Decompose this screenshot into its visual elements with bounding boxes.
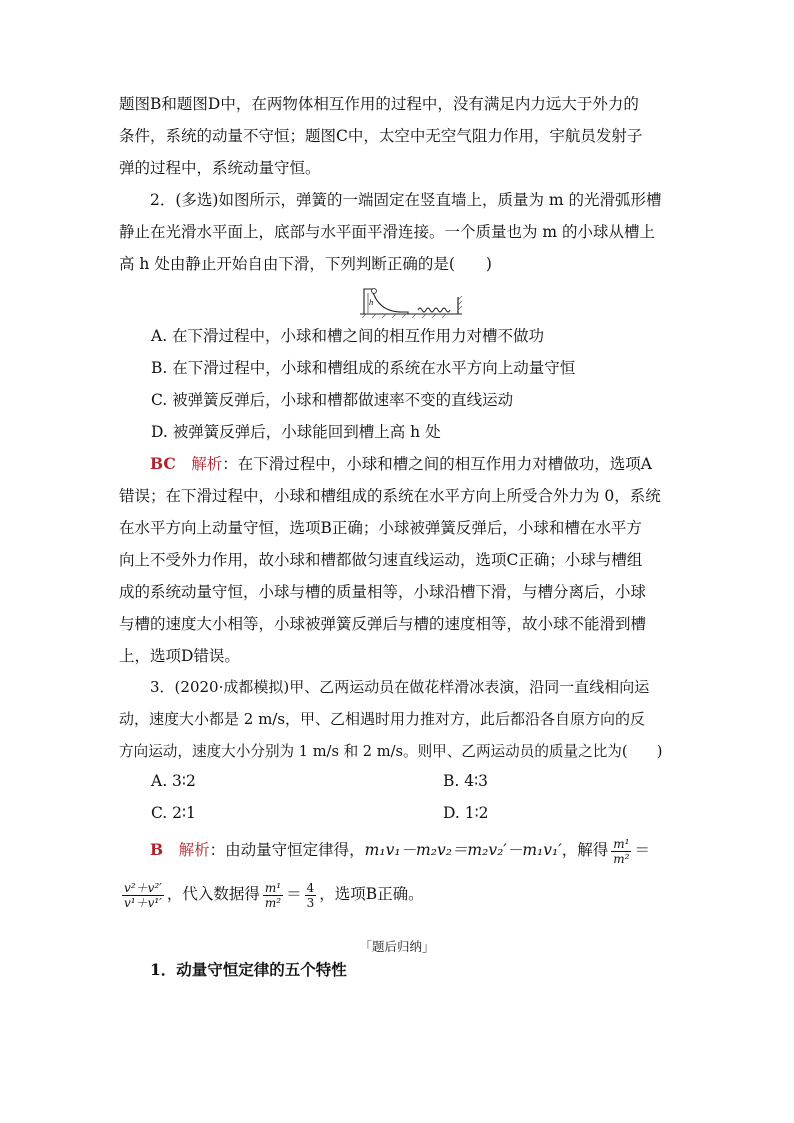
q3-fraction-3-den: m² [264,895,282,910]
q2-analysis-line-6: 与槽的速度大小相等，小球被弹簧反弹后与槽的速度相等，故小球不能滑到槽 [119,615,647,633]
q3-analysis-line-2 [119,874,424,914]
q3-equation: m₁v₁－m₂v₂＝m₂v₂′－m₁v₁′ [364,841,562,859]
q3-eq-sign-2: ＝ [286,885,302,903]
figure-ball [372,289,377,294]
summary-tag: 「题后归纳」 [359,939,435,954]
q3-fraction-2-num: v²＋v²′ [124,880,162,895]
q2-analysis-line-4: 向上不受外力作用，故小球和槽都做匀速直线运动，选项C正确；小球与槽组 [119,551,643,569]
q3-option-c: C. 2∶1 [151,804,196,822]
q2-figure [358,285,464,319]
figure-wall-hatch [458,296,462,310]
q2-line-1: 2．(多选)如图所示，弹簧的一端固定在竖直墙上，质量为 m 的光滑弧形槽 [150,191,662,209]
q3-answer: B [150,840,164,859]
q2-option-d: D. 被弹簧反弹后，小球能回到槽上高 h 处 [151,423,441,441]
q2-analysis-line-7: 上，选项D错误。 [119,647,240,665]
q3-option-d: D. 1∶2 [443,804,489,822]
q2-option-a: A. 在下滑过程中，小球和槽之间的相互作用力对槽不做功 [151,327,545,345]
figure-spring [418,308,450,312]
q3-eq-sign: ＝ [634,841,650,859]
figure-ground-hatch [362,314,446,318]
q3-fraction-1 [611,837,631,866]
intro-line-3: 弹的过程中，系统动量守恒。 [119,159,321,177]
q3-fraction-1-den: m² [613,851,630,866]
q3-fraction-4 [305,881,317,910]
q3-analysis-line-1 [150,832,650,868]
figure-height-label: h [369,299,374,307]
q3-option-a: A. 3∶2 [151,772,196,790]
q2-analysis-text-1: ：在下滑过程中，小球和槽之间的相互作用力对槽做功，选项A [222,455,652,473]
q3-analysis-text-4: ，选项B正确。 [319,885,424,903]
q2-answer: BC [150,454,176,473]
q3-line-1: 3．(2020·成都模拟)甲、乙两运动员在做花样滑冰表演，沿同一直线相向运 [150,678,650,696]
q2-line-2: 静止在光滑水平面上，底部与水平面平滑连接。一个质量也为 m 的小球从槽上 [119,223,656,241]
q2-analysis-line-1 [150,452,652,474]
intro-line-2: 条件，系统的动量不守恒；题图C中，太空中无空气阻力作用，宇航员发射子 [119,127,643,145]
q3-fraction-4-num: 4 [306,880,315,895]
q2-option-b: B. 在下滑过程中，小球和槽组成的系统在水平方向上动量守恒 [151,359,576,377]
q3-analysis-text-1: ：由动量守恒定律得， [209,841,365,859]
q2-analysis-line-2: 错误；在下滑过程中，小球和槽组成的系统在水平方向上所受合外力为 0，系统 [119,487,661,505]
q3-fraction-2-den: v¹＋v¹′ [124,895,162,910]
q3-fraction-3 [263,881,283,910]
q3-option-b: B. 4∶3 [443,772,489,790]
q3-fraction-4-den: 3 [306,895,315,910]
q2-analysis-line-5: 成的系统动量守恒，小球与槽的质量相等，小球沿槽下滑，与槽分离后，小球 [119,583,647,601]
q2-analysis-label: 解析 [191,455,223,473]
q3-analysis-label: 解析 [178,841,210,859]
summary-heading: 1．动量守恒定律的五个特性 [150,960,347,979]
q3-analysis-text-2: ，解得 [561,841,609,859]
q3-fraction-2 [122,881,164,910]
q2-line-3: 高 h 处由静止开始自由下滑，下列判断正确的是( ) [119,255,492,273]
intro-line-1: 题图B和题图D中，在两物体相互作用的过程中，没有满足内力远大于外力的 [119,95,639,113]
q2-option-c: C. 被弹簧反弹后，小球和槽都做速率不变的直线运动 [151,391,514,409]
q2-analysis-line-3: 在水平方向上动量守恒，选项B正确；小球被弹簧反弹后，小球和槽在水平方 [119,519,642,537]
q3-line-3: 方向运动，速度大小分别为 1 m/s 和 2 m/s。则甲、乙两运动员的质量之比为( ) [119,743,663,760]
q3-line-2: 动，速度大小都是 2 m/s，甲、乙相遇时用力推对方，此后都沿各自原方向的反 [119,710,646,728]
q3-fraction-3-num: m¹ [264,880,282,895]
q3-analysis-text-3: ，代入数据得 [166,885,260,903]
q3-fraction-1-num: m¹ [613,836,630,851]
